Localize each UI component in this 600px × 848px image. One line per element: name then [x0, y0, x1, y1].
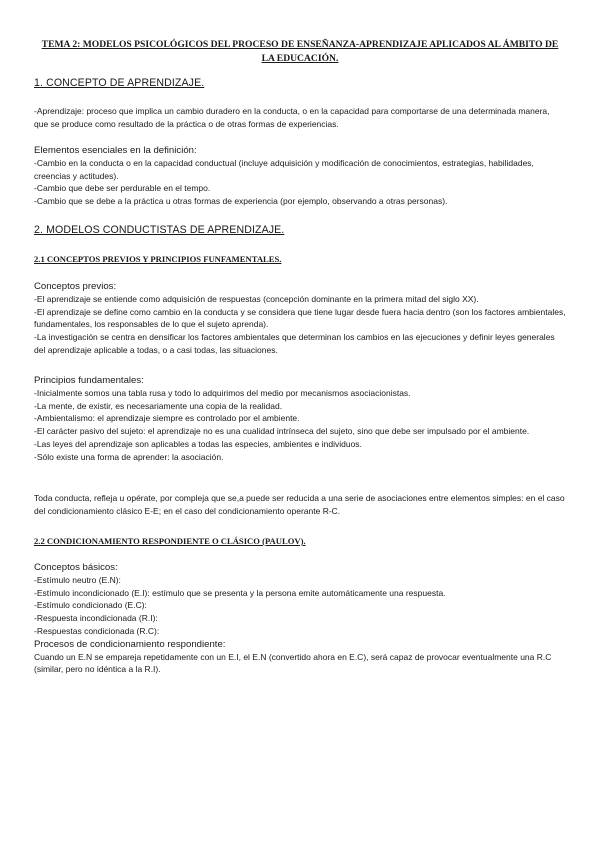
previous-concepts: [34, 280, 566, 357]
definition-paragraph: [34, 105, 566, 130]
list-item: -El carácter pasivo del sujeto: el aprendizaje no es una cualidad intrínseca del sujeto, sino que debe ser impulsado por el ambiente.: [34, 426, 530, 437]
summary-paragraph: [34, 492, 566, 517]
subsection-2-2-heading: 2.2 CONDICIONAMIENTO RESPONDIENTE O CLÁSICO (PAULOV).: [34, 536, 306, 546]
list-item: -Respuestas condicionada (R.C):: [34, 625, 160, 636]
process-title: Procesos de condicionamiento respondiente:: [34, 638, 226, 650]
list-item: -Ambientalismo: el aprendizaje siempre es controlado por el ambiente.: [34, 413, 300, 424]
list-item: -Estímulo incondicionado (E.I): estímulo que se presenta y la persona emite automáticamente una respuesta.: [34, 587, 446, 598]
list-item: -Cambio en la conducta o en la capacidad conductual (incluye adquisición y modificación de conocimientos, estrategias, habilidades, creencias y actitudes).: [34, 158, 534, 181]
elements-title: Elementos esenciales en la definición:: [34, 145, 197, 156]
principles-title: Principios fundamentales:: [34, 375, 144, 386]
elements-list: [34, 144, 566, 208]
section-1-heading: 1. CONCEPTO DE APRENDIZAJE.: [34, 77, 205, 89]
definition-text: -Aprendizaje: proceso que implica un cambio duradero en la conducta, o en la capacidad para comportarse de una determinada manera, que se produce como resultado de la práctica o de otras formas de experiencias.: [34, 106, 550, 129]
list-item: -Cambio que debe ser perdurable en el tempo.: [34, 183, 211, 194]
list-item: -Estímulo condicionado (E.C):: [34, 600, 147, 611]
fundamental-principles: [34, 374, 566, 463]
subsection-2-1-heading: 2.1 CONCEPTOS PREVIOS Y PRINCIPIOS FUNFAMENTALES.: [34, 254, 282, 264]
list-item: -La investigación se centra en densificar los factores ambientales que determinan los cambios en las ejecuciones y definir leyes generales del aprendizaje aplicable a todas, o a casi todas, las situaciones.: [34, 332, 555, 355]
basic-concepts: [34, 561, 566, 676]
list-item: -Estímulo neutro (E.N):: [34, 575, 121, 585]
summary-text: Toda conducta, refleja u opérate, por compleja que se,a puede ser reducida a una serie de asociaciones entre elementos simples: en el caso del condicionamiento clásico E-E; en el caso del condicionamiento operante R-C.: [34, 493, 565, 516]
document-title: TEMA 2: MODELOS PSICOLÓGICOS DEL PROCESO DE ENSEÑANZA-APRENDIZAJE APLICADOS AL ÁMBITO DE LA EDUCACIÓN.: [41, 39, 559, 64]
list-item: -El aprendizaje se define como cambio en la conducta y se considera que tiene lugar desde fuera hacia dentro (son los factores ambientales, fundamentales, los responsables de lo que el sujeto aprenda).: [34, 306, 566, 330]
list-item: -Sólo existe una forma de aprender: la asociación.: [34, 451, 224, 462]
list-item: -Cambio que se debe a la práctica u otras formas de experiencia (por ejemplo, observando a otras personas).: [34, 196, 448, 207]
basic-concepts-title: Conceptos básicos:: [34, 562, 118, 573]
list-item: -El aprendizaje se entiende como adquisición de respuestas (concepción dominante en la primera mitad del siglo XX).: [34, 294, 479, 304]
list-item: -Respuesta incondicionada (R.I):: [34, 613, 158, 624]
list-item: -Inicialmente somos una tabla rusa y todo lo adquirimos del medio por mecanismos asociacionistas.: [34, 388, 411, 398]
process-text: Cuando un E.N se empareja repetidamente con un E.I, el E.N (convertido ahora en E.C), será capaz de provocar eventualmente una R.C (similar, pero no idéntica a la R.I).: [34, 651, 552, 675]
list-item: -La mente, de existir, es necesariamente una copia de la realidad.: [34, 400, 283, 411]
section-2-heading: 2. MODELOS CONDUCTISTAS DE APRENDIZAJE.: [34, 224, 285, 236]
list-item: -Las leyes del aprendizaje son aplicables a todas las especies, ambientes e individuos.: [34, 438, 362, 449]
previous-concepts-title: Conceptos previos:: [34, 281, 117, 292]
